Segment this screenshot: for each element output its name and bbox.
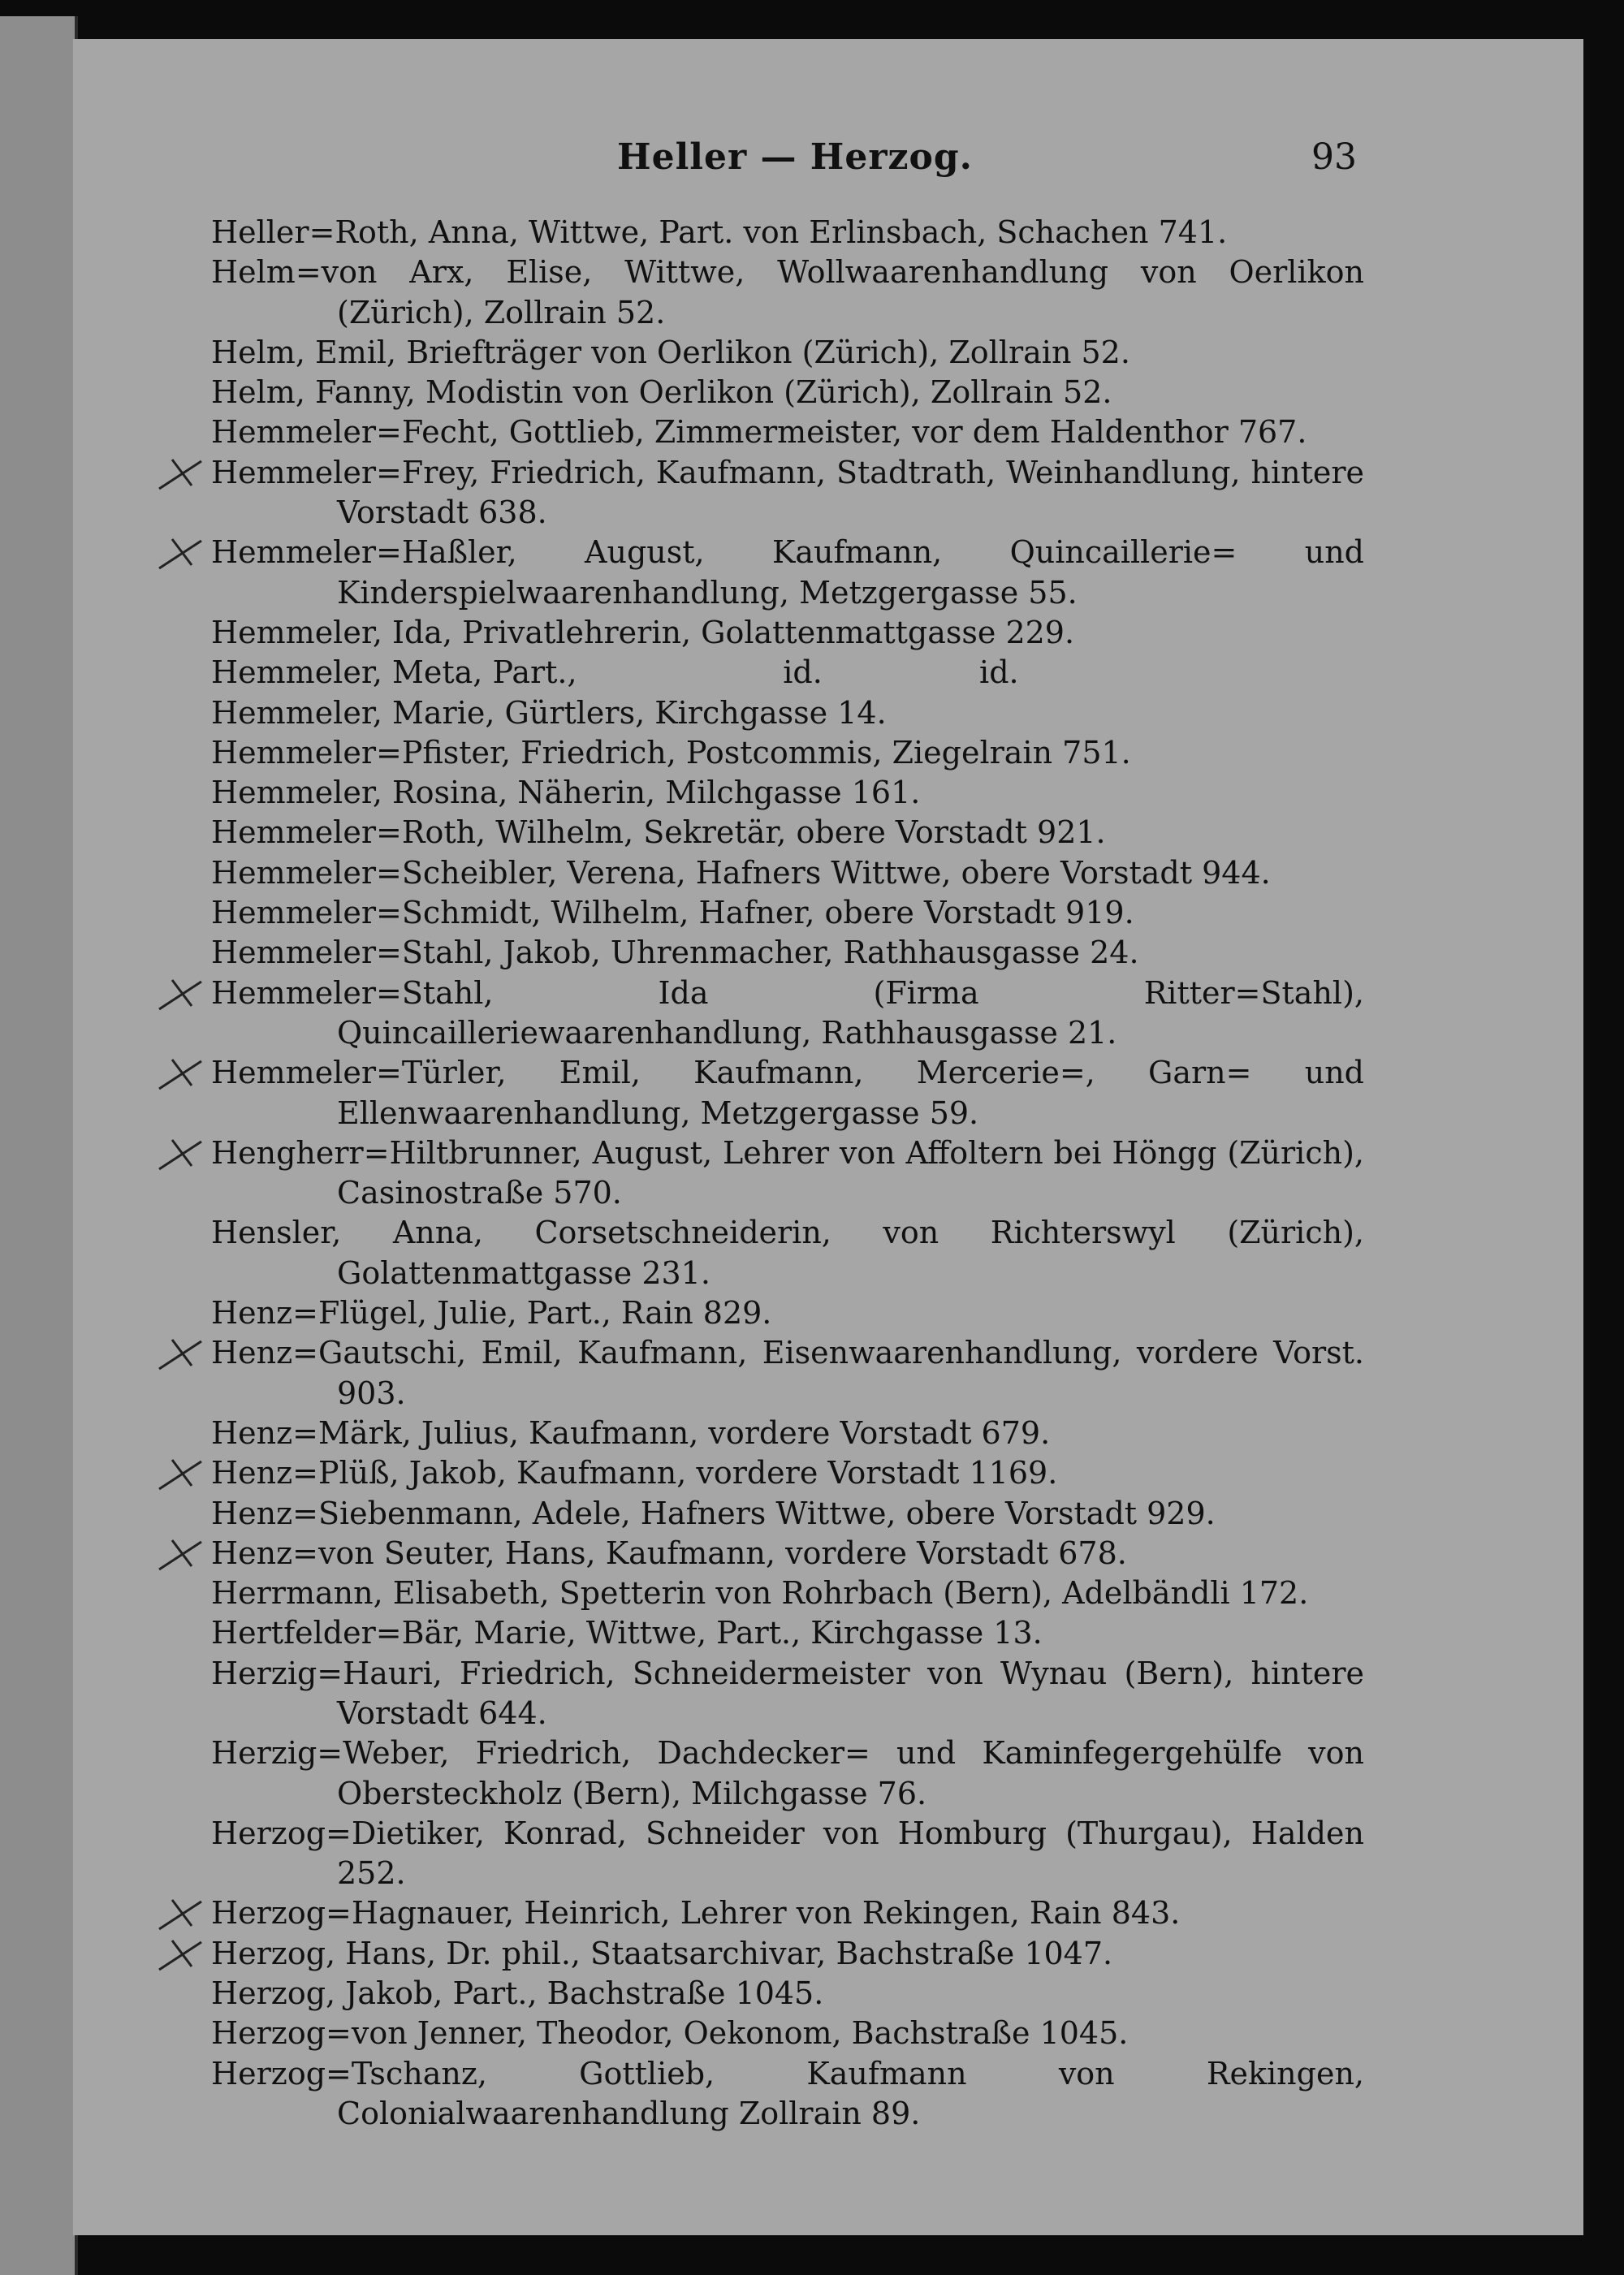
entry-text: Helm, Emil, Briefträger von Oerlikon (Zürich), Zollrain 52.: [211, 334, 1130, 370]
page-header: [0, 128, 1624, 193]
entry-text: Henz=von Seuter, Hans, Kaufmann, vordere Vorstadt 678.: [211, 1535, 1127, 1571]
directory-entry: [211, 1053, 1375, 1133]
entry-text: Hemmeler, Rosina, Näherin, Milchgasse 161.: [211, 775, 921, 811]
directory-entry: [211, 973, 1375, 1054]
entry-text: Herrmann, Elisabeth, Spetterin von Rohrbach (Bern), Adelbändli 172.: [211, 1575, 1309, 1612]
directory-entry: [211, 1654, 1375, 1734]
entry-text: Herzog=Tschanz, Gottlieb, Kaufmann von Rekingen, Colonialwaarenhandlung Zollrain 89.: [211, 2055, 1375, 2131]
pencil-cross-mark-icon: [156, 1893, 205, 1934]
entry-text: Heller=Roth, Anna, Wittwe, Part. von Erlinsbach, Schachen 741.: [211, 214, 1228, 250]
entry-text: Herzog, Hans, Dr. phil., Staatsarchivar, Bachstraße 1047.: [211, 1935, 1113, 1971]
pencil-cross-mark-icon: [156, 1534, 205, 1574]
directory-entry: [211, 1494, 1364, 1534]
pencil-cross-mark-icon: [156, 973, 205, 1014]
entry-text: Henz=Flügel, Julie, Part., Rain 829.: [211, 1295, 772, 1332]
pencil-cross-mark-icon: [156, 453, 205, 494]
entry-text: Henz=Gautschi, Emil, Kaufmann, Eisenwaarenhandlung, vordere Vorst. 903.: [211, 1335, 1375, 1411]
directory-entry: [211, 213, 1364, 253]
entry-text: Hemmeler, Marie, Gürtlers, Kirchgasse 14.: [211, 694, 887, 731]
entry-text: Herzog=Hagnauer, Heinrich, Lehrer von Rekingen, Rain 843.: [211, 1895, 1181, 1932]
directory-entry: [211, 613, 1364, 653]
directory-entry: [211, 2054, 1375, 2135]
directory-entry: [211, 653, 1364, 693]
entry-text: Henz=Märk, Julius, Kaufmann, vordere Vorstadt 679.: [211, 1414, 1051, 1451]
directory-entry: [211, 2014, 1364, 2053]
entry-text: Hemmeler=Fecht, Gottlieb, Zimmermeister, vor dem Haldenthor 767.: [211, 414, 1307, 451]
directory-entry: [211, 773, 1364, 813]
entry-text: Hemmeler, Ida, Privatlehrerin, Golattenmattgasse 229.: [211, 614, 1075, 650]
directory-entries: [211, 213, 1375, 2134]
directory-entry: [211, 813, 1364, 853]
entry-text: Hemmeler=Haßler, August, Kaufmann, Quincaillerie= und Kinderspielwaarenhandlung, Metzgergasse 55.: [211, 534, 1375, 611]
directory-entry: [211, 533, 1375, 613]
pencil-cross-mark-icon: [156, 1333, 205, 1374]
pencil-cross-mark-icon: [156, 1453, 205, 1494]
entry-text: Herzog=von Jenner, Theodor, Oekonom, Bachstraße 1045.: [211, 2015, 1129, 2052]
directory-entry: [211, 1333, 1375, 1414]
entry-text: Herzig=Weber, Friedrich, Dachdecker= und Kaminfegergehülfe von Obersteckholz (Bern), Milchgasse 76.: [211, 1735, 1375, 1811]
directory-entry: [211, 1574, 1364, 1613]
directory-entry: [211, 1414, 1364, 1453]
directory-entry: [211, 933, 1364, 973]
entry-text: Hemmeler=Scheibler, Verena, Hafners Wittwe, obere Vorstadt 944.: [211, 854, 1271, 891]
entry-text: Hemmeler=Türler, Emil, Kaufmann, Mercerie=, Garn= und Ellenwaarenhandlung, Metzgergasse 59.: [211, 1055, 1375, 1131]
pencil-cross-mark-icon: [156, 1133, 205, 1174]
directory-entry: [211, 853, 1364, 893]
directory-entry: [211, 373, 1364, 412]
directory-entry: [211, 1733, 1375, 1814]
entry-text: Hertfelder=Bär, Marie, Wittwe, Part., Kirchgasse 13.: [211, 1615, 1043, 1651]
entry-text: Hemmeler=Pfister, Friedrich, Postcommis, Ziegelrain 751.: [211, 734, 1131, 771]
directory-entry: [211, 1893, 1364, 1933]
directory-entry: [211, 893, 1364, 933]
directory-entry: [211, 1613, 1364, 1653]
pencil-cross-mark-icon: [156, 1934, 205, 1975]
directory-entry: [211, 333, 1364, 373]
entry-text: Henz=Plüß, Jakob, Kaufmann, vordere Vorstadt 1169.: [211, 1455, 1058, 1491]
pencil-cross-mark-icon: [156, 1053, 205, 1094]
entry-text: Hengherr=Hiltbrunner, August, Lehrer von Affoltern bei Höngg (Zürich), Casinostraße 570.: [211, 1134, 1375, 1211]
entry-text: Helm, Fanny, Modistin von Oerlikon (Zürich), Zollrain 52.: [211, 374, 1112, 411]
entry-text: Herzog=Dietiker, Konrad, Schneider von Homburg (Thurgau), Halden 252.: [211, 1815, 1375, 1892]
directory-entry: [211, 1974, 1364, 2014]
entry-text: Herzig=Hauri, Friedrich, Schneidermeister von Wynau (Bern), hintere Vorstadt 644.: [211, 1655, 1375, 1731]
directory-entry: [211, 453, 1375, 533]
directory-entry: [211, 1453, 1364, 1493]
directory-entry: [211, 1213, 1375, 1293]
page-number: 93: [1311, 136, 1357, 178]
entry-text: Hemmeler=Schmidt, Wilhelm, Hafner, obere Vorstadt 919.: [211, 895, 1134, 931]
entry-text: Hemmeler=Frey, Friedrich, Kaufmann, Stadtrath, Weinhandlung, hintere Vorstadt 638.: [211, 454, 1375, 531]
directory-entry: [211, 1133, 1375, 1214]
directory-entry: [211, 412, 1364, 452]
pencil-cross-mark-icon: [156, 533, 205, 573]
directory-entry: [211, 1293, 1364, 1333]
entry-text: Hemmeler=Stahl, Ida (Firma Ritter=Stahl), Quincailleriewaarenhandlung, Rathhausgasse 21.: [211, 974, 1375, 1051]
entry-text: Helm=von Arx, Elise, Wittwe, Wollwaarenhandlung von Oerlikon (Zürich), Zollrain 52.: [211, 254, 1375, 330]
running-head: Heller — Herzog.: [617, 136, 973, 178]
entry-text: Hemmeler=Stahl, Jakob, Uhrenmacher, Rathhausgasse 24.: [211, 935, 1139, 971]
entry-text: Hemmeler, Meta, Part., id. id.: [211, 654, 1019, 691]
entry-text: Henz=Siebenmann, Adele, Hafners Wittwe, obere Vorstadt 929.: [211, 1495, 1216, 1531]
entry-text: Hemmeler=Roth, Wilhelm, Sekretär, obere Vorstadt 921.: [211, 814, 1106, 851]
directory-entry: [211, 693, 1364, 733]
directory-entry: [211, 253, 1375, 333]
entry-text: Herzog, Jakob, Part., Bachstraße 1045.: [211, 1975, 824, 2012]
directory-entry: [211, 733, 1364, 773]
directory-entry: [211, 1934, 1364, 1974]
entry-text: Hensler, Anna, Corsetschneiderin, von Richterswyl (Zürich), Golattenmattgasse 231.: [211, 1215, 1375, 1291]
directory-entry: [211, 1534, 1364, 1574]
directory-entry: [211, 1814, 1375, 1894]
facing-page-edge: [0, 16, 78, 2275]
